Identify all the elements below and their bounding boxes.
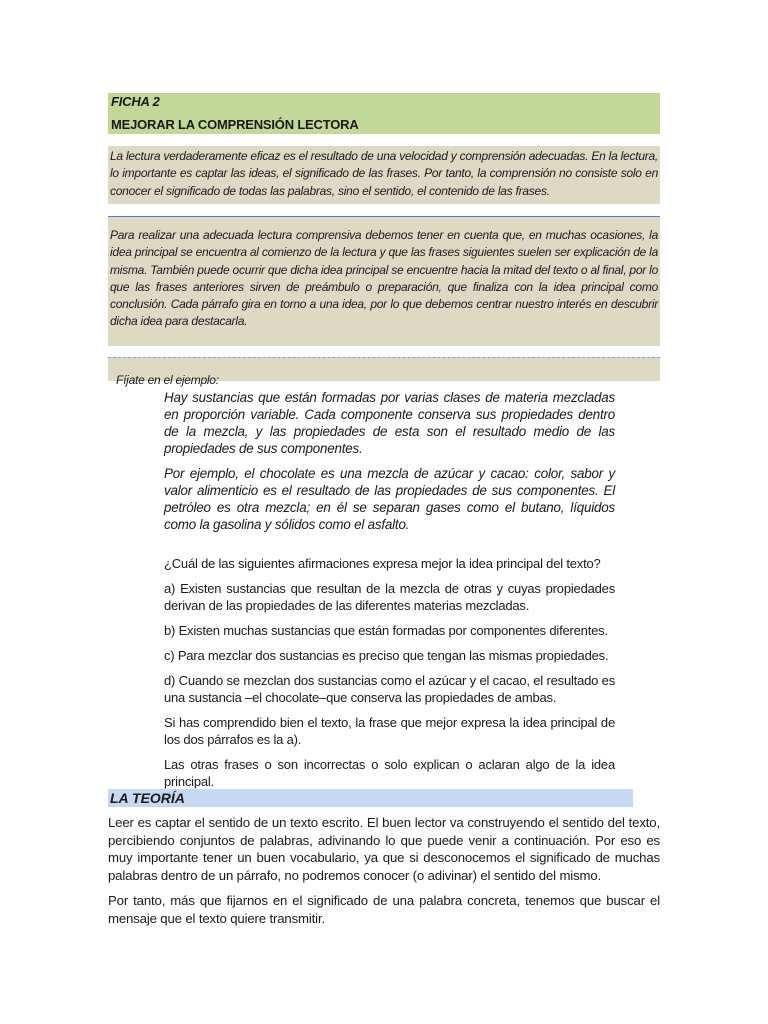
question-block — [164, 555, 615, 798]
theory-banner — [108, 789, 633, 807]
theory-paragraph-2: Por tanto, más que fijarnos en el significado de una palabra concreta, tenemos que buscar el mensaje que el texto quiere transmitir. — [108, 893, 660, 926]
answer-note: Las otras frases o son incorrectas o solo explican o aclaran algo de la idea principal. — [164, 757, 615, 789]
theory-heading: LA TEORÍA — [110, 790, 185, 806]
answer-explanation: Si has comprendido bien el texto, la frase que mejor expresa la idea principal de los dos párrafos es la a). — [164, 715, 615, 747]
option-d: d) Cuando se mezclan dos sustancias como el azúcar y el cacao, el resultado es una sustancia –el chocolate–que conserva las propiedades de ambas. — [164, 673, 615, 705]
intro-paragraph-2: Para realizar una adecuada lectura comprensiva debemos tener en cuenta que, en muchas ocasiones, la idea principal se encuentra al comienzo de la lectura y que las frases siguientes suelen ser explicación de la misma. También puede ocurrir que dicha idea principal se encuentre hacia la mitad del texto o al final, por lo que las frases anteriores sirven de preámbulo o preparación, que finaliza con la idea principal como conclusión. Cada párrafo gira en torno a una idea, por lo que debemos centrar nuestro interés en descubrir dicha idea para destacarla. — [110, 228, 658, 329]
intro-box-1 — [108, 146, 660, 204]
example-paragraph-2: Por ejemplo, el chocolate es una mezcla de azúcar y cacao: color, sabor y valor alimenticio es el resultado de las propiedades de sus componentes. El petróleo es otra mezcla; en él se separan gases como el butano, líquidos como la gasolina y sólidos como el asfalto. — [164, 466, 615, 532]
theory-paragraph-1: Leer es captar el sentido de un texto escrito. El buen lector va construyendo el sentido del texto, percibiendo conjuntos de palabras, adivinando lo que puede venir a continuación. Por eso es muy importante tener un buen vocabulario, ya que si desconocemos el significado de muchas palabras dentro de un párrafo, no podremos conocer (o adivinar) el sentido del mismo. — [108, 815, 660, 883]
example-paragraph-1: Hay sustancias que están formadas por varias clases de materia mezcladas en proporción variable. Cada componente conserva sus propiedades dentro de la mezcla, y las propiedades de esta son el resultado medio de las propiedades de sus componentes. — [164, 390, 615, 456]
intro-box-2 — [108, 216, 660, 346]
example-label: Fíjate en el ejemplo: — [116, 373, 219, 387]
page-title: MEJORAR LA COMPRENSIÓN LECTORA — [111, 117, 359, 132]
example-label-box — [108, 357, 660, 387]
example-text — [164, 389, 615, 541]
worksheet-number: FICHA 2 — [111, 94, 160, 109]
option-b: b) Existen muchas sustancias que están formadas por componentes diferentes. — [164, 623, 608, 638]
theory-text — [108, 814, 660, 935]
intro-paragraph-1: La lectura verdaderamente eficaz es el resultado de una velocidad y comprensión adecuadas. En la lectura, lo importante es captar las ideas, el significado de las frases. Por tanto, la comprensión no consiste solo en conocer el significado de todas las palabras, sino el sentido, el contenido de las frases. — [110, 149, 658, 198]
question-prompt: ¿Cuál de las siguientes afirmaciones expresa mejor la idea principal del texto? — [164, 556, 601, 571]
option-c: c) Para mezclar dos sustancias es preciso que tengan las mismas propiedades. — [164, 648, 609, 663]
option-a: a) Existen sustancias que resultan de la mezcla de otras y cuyas propiedades derivan de las propiedades de las diferentes materias mezcladas. — [164, 581, 615, 613]
